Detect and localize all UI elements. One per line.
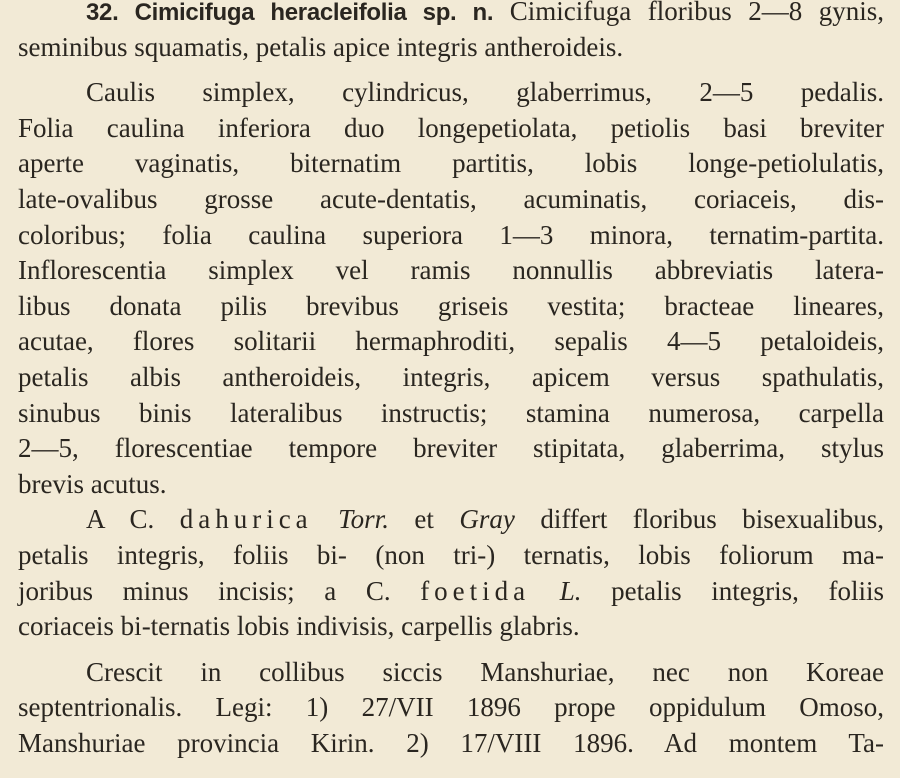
text-line: septentrionalis. Legi: 1) 27/VII 1896 prope oppidulum Omoso, xyxy=(18,692,884,723)
text-line: late-ovalibus grosse acute-dentatis, acuminatis, coriaceis, dis- xyxy=(18,183,884,214)
text-line: libus donata pilis brevibus griseis vestita; bracteae lineares, xyxy=(18,290,884,321)
species-name: foetida xyxy=(420,575,531,606)
author-name: Torr. xyxy=(338,504,389,535)
text-line: Manshuriae provincia Kirin. 2) 17/VIII 1896. Ad montem Ta- xyxy=(18,727,884,758)
text-line: 2—5, florescentiae tempore breviter stipitata, glaberrima, stylus xyxy=(18,433,884,464)
text-line: sinubus binis lateralibus instructis; stamina numerosa, carpella xyxy=(18,397,884,428)
species-heading: 32. Cimicifuga heracleifolia sp. n. xyxy=(86,0,494,26)
text-line: Inflorescentia simplex vel ramis nonnullis abbreviatis latera- xyxy=(18,255,884,286)
text: joribus minus incisis; a C. xyxy=(18,575,391,606)
text-line: Cimicifuga floribus 2—8 gynis, xyxy=(509,0,884,26)
text-line: aperte vaginatis, biternatim partitis, lobis longe-petiolulatis, xyxy=(18,148,884,179)
author-name: L. xyxy=(559,575,582,606)
text-line: Crescit in collibus siccis Manshuriae, nec non Koreae xyxy=(86,656,884,687)
text-line: Folia caulina inferiora duo longepetiolata, petiolis basi breviter xyxy=(18,112,884,143)
comparison-line xyxy=(18,502,884,538)
text-line: seminibus squamatis, petalis apice integris antheroideis. xyxy=(18,31,624,62)
author-name: Gray xyxy=(459,504,515,535)
text-line: Caulis simplex, cylindricus, glaberrimus, 2—5 pedalis. xyxy=(86,77,884,108)
comparison-line xyxy=(18,574,884,610)
text-line: brevis acutus. xyxy=(18,468,167,499)
text-line: coloribus; folia caulina superiora 1—3 minora, ternatim-partita. xyxy=(18,219,884,250)
text-line: petalis integris, foliis bi- (non tri-) ternatis, lobis foliorum ma- xyxy=(18,539,884,570)
text-line: petalis albis antheroideis, integris, apicem versus spathulatis, xyxy=(18,361,884,392)
species-description-line xyxy=(18,0,884,30)
text: petalis integris, foliis xyxy=(611,575,885,606)
text: differt floribus bisexualibus, xyxy=(540,504,884,535)
text: A C. xyxy=(86,504,155,535)
text: et xyxy=(414,504,434,535)
text-line: coriaceis bi-ternatis lobis indivisis, carpellis glabris. xyxy=(18,611,580,642)
text-line: acutae, flores solitarii hermaphroditi, sepalis 4—5 petaloideis, xyxy=(18,326,884,357)
species-name: dahurica xyxy=(179,504,313,535)
document-page xyxy=(18,0,884,761)
